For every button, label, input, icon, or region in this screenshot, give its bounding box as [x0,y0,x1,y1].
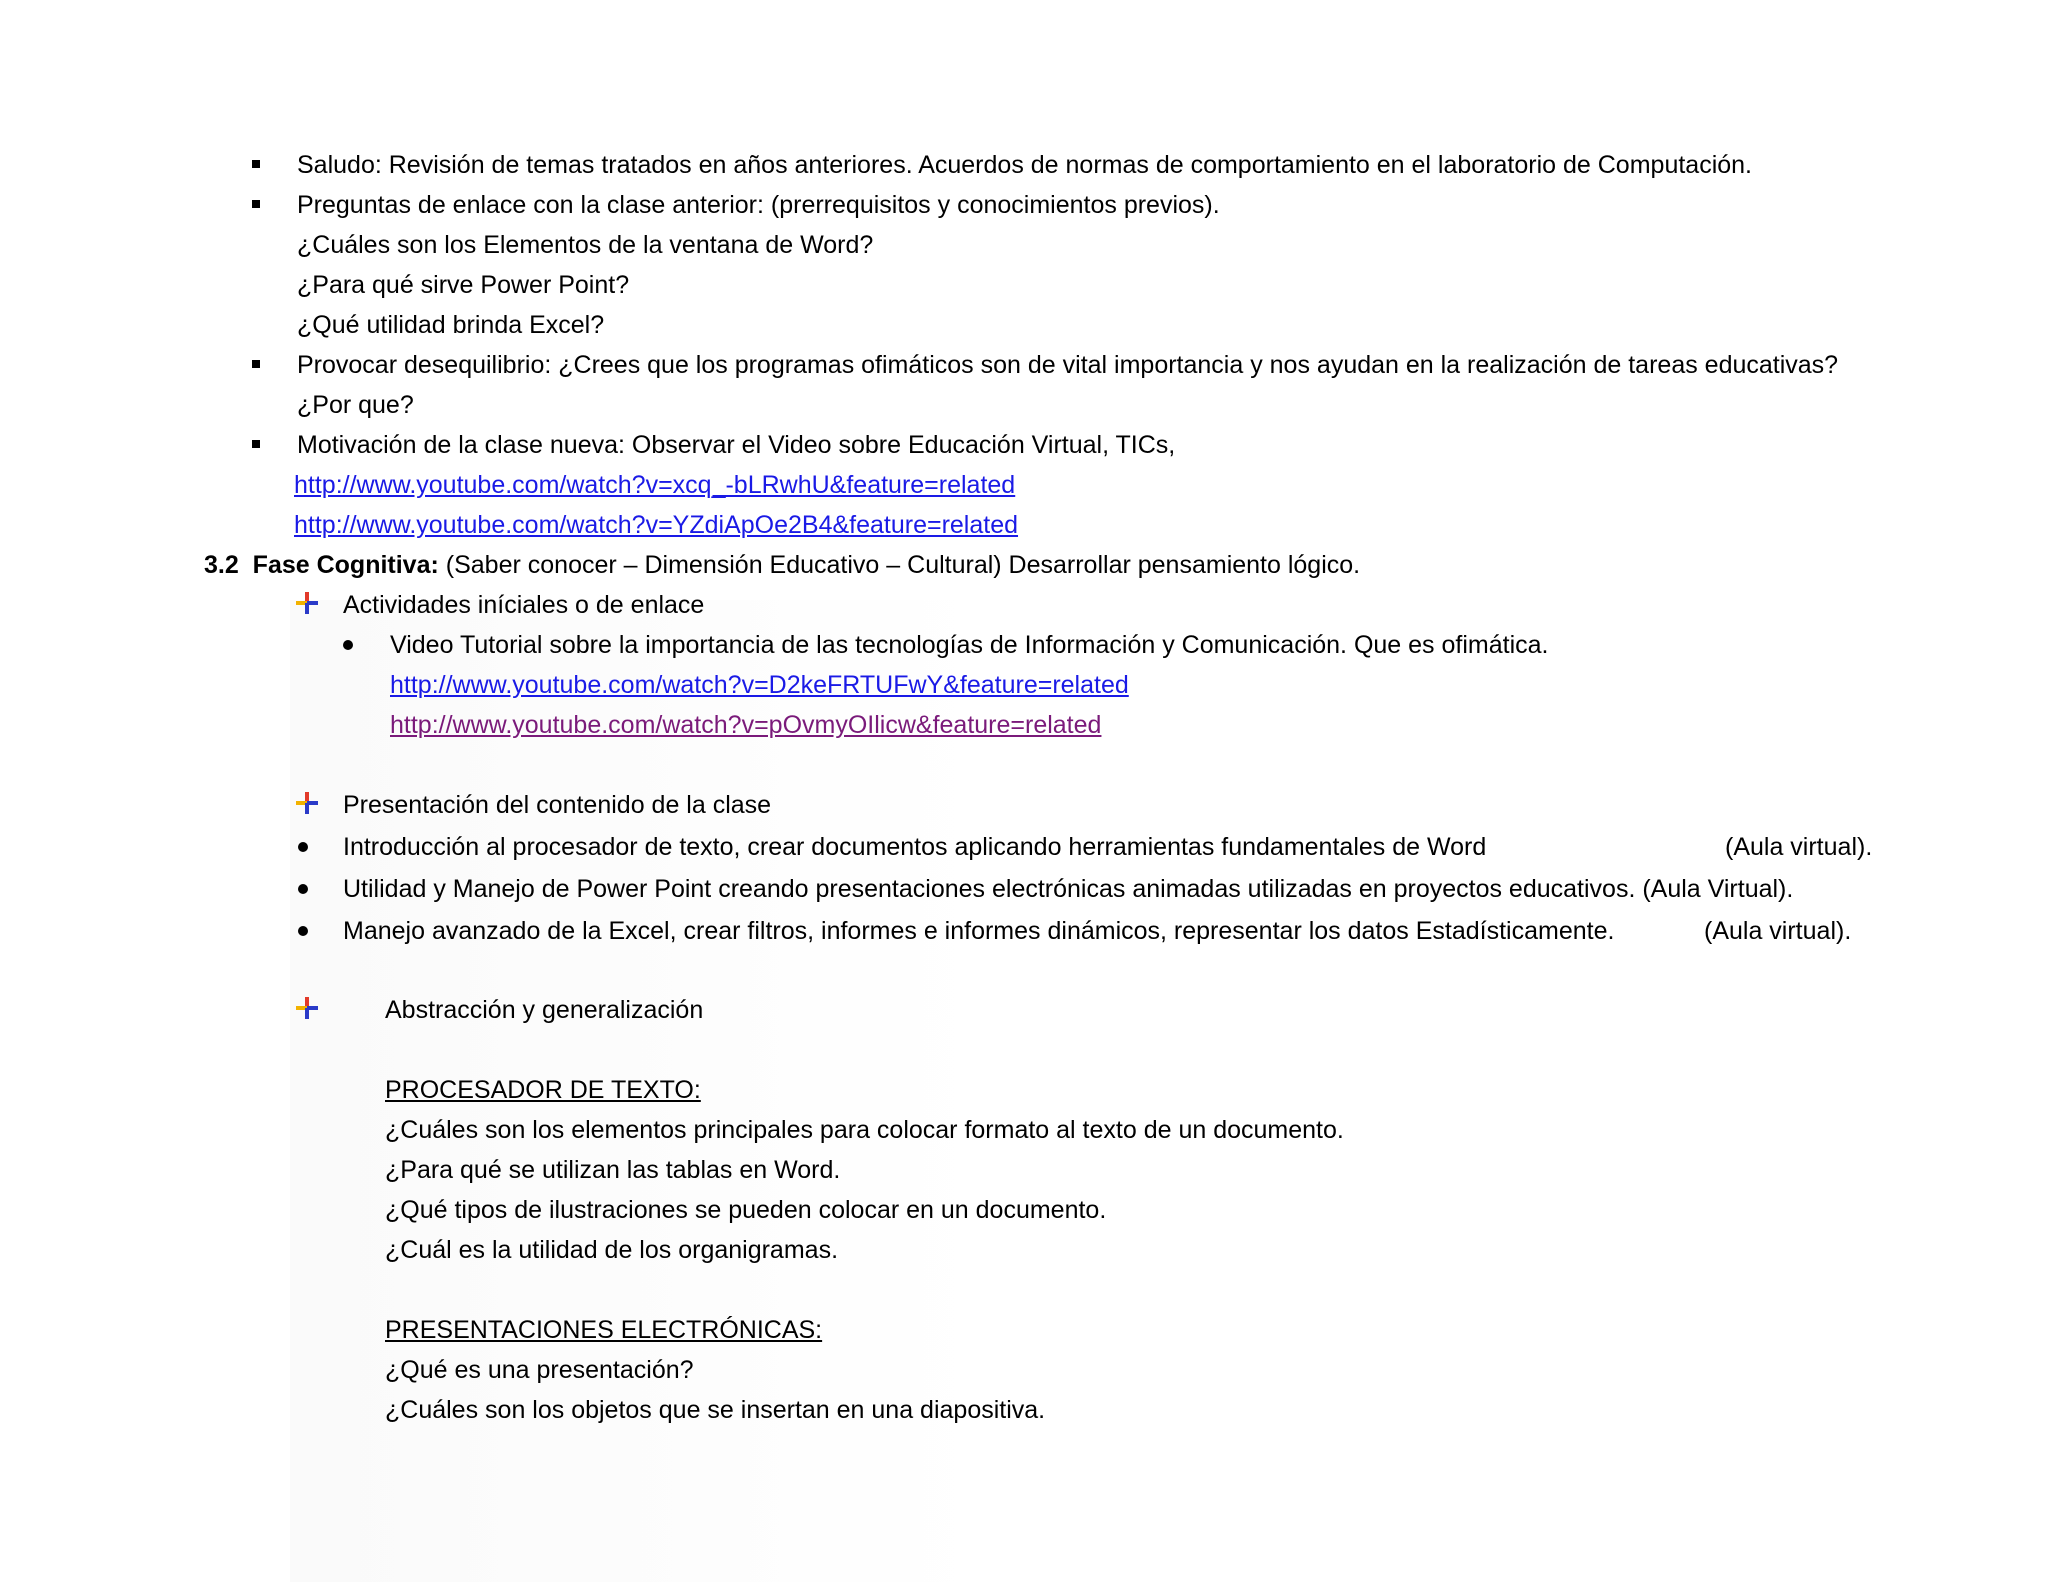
round-bullet [343,640,353,650]
youtube-link-4[interactable]: http://www.youtube.com/watch?v=pOvmyOIlicw&feature=related [390,711,1102,739]
aula-virtual-tag: (Aula virtual). [1725,833,1873,861]
presentacion-item-excel: Manejo avanzado de la Excel, crear filtros, informes e informes dinámicos, representar los datos Estadísticamente. [343,917,1615,945]
procesador-question: ¿Qué tipos de ilustraciones se pueden colocar en un documento. [385,1196,1107,1224]
youtube-link-2[interactable]: http://www.youtube.com/watch?v=YZdiApOe2B4&feature=related [294,511,1019,539]
provocar-text: Provocar desequilibrio: ¿Crees que los programas ofimáticos son de vital importancia y nos ayudan en la realización de tareas educativas? [297,351,1839,379]
presentacion-item-powerpoint: Utilidad y Manejo de Power Point creando presentaciones electrónicas animadas utilizadas en proyectos educativos. (Aula Virtual). [343,875,1794,903]
saludo-text: Saludo: Revisión de temas tratados en años anteriores. Acuerdos de normas de comportamiento en el laboratorio de Computación. [297,151,1753,179]
procesador-question: ¿Cuáles son los elementos principales para colocar formato al texto de un documento. [385,1116,1344,1144]
multicolor-cross-star-icon [294,590,320,616]
square-bullet [252,200,260,208]
square-bullet [252,360,260,368]
square-bullet [252,440,260,448]
multicolor-cross-star-icon [294,790,320,816]
youtube-link-3[interactable]: http://www.youtube.com/watch?v=D2keFRTUFwY&feature=related [390,671,1129,699]
question-word: ¿Cuáles son los Elementos de la ventana de Word? [297,231,874,259]
video-tutorial-text: Video Tutorial sobre la importancia de las tecnologías de Información y Comunicación. Que es ofimática. [390,631,1549,659]
section-title: Fase Cognitiva: [252,551,439,579]
round-bullet [298,926,308,936]
section-number: 3.2 [204,551,239,579]
youtube-link-1[interactable]: http://www.youtube.com/watch?v=xcq_-bLRwhU&feature=related [294,471,1016,499]
procesador-question: ¿Para qué se utilizan las tablas en Word. [385,1156,841,1184]
question-excel: ¿Qué utilidad brinda Excel? [297,311,605,339]
preguntas-text: Preguntas de enlace con la clase anterior: (prerrequisitos y conocimientos previos). [297,191,1220,219]
section-description: (Saber conocer – Dimensión Educativo – Cultural) Desarrollar pensamiento lógico. [445,551,1361,579]
procesador-heading: PROCESADOR DE TEXTO: [385,1076,701,1104]
porque-text: ¿Por que? [297,391,414,419]
presentaciones-question: ¿Qué es una presentación? [385,1356,694,1384]
round-bullet [298,842,308,852]
motivacion-text: Motivación de la clase nueva: Observar el Video sobre Educación Virtual, TICs, [297,431,1176,459]
round-bullet [298,884,308,894]
square-bullet [252,160,260,168]
aula-virtual-tag: (Aula virtual). [1704,917,1852,945]
presentaciones-question: ¿Cuáles son los objetos que se insertan en una diapositiva. [385,1396,1046,1424]
presentaciones-heading: PRESENTACIONES ELECTRÓNICAS: [385,1316,823,1344]
procesador-question: ¿Cuál es la utilidad de los organigramas. [385,1236,839,1264]
presentacion-item-word: Introducción al procesador de texto, crear documentos aplicando herramientas fundamentales de Word [343,833,1487,861]
presentacion-title: Presentación del contenido de la clase [343,791,772,819]
section-heading [204,550,1360,580]
actividades-title: Actividades iníciales o de enlace [343,591,705,619]
abstraccion-title: Abstracción y generalización [385,996,704,1024]
question-powerpoint: ¿Para qué sirve Power Point? [297,271,630,299]
multicolor-cross-star-icon [294,995,320,1021]
